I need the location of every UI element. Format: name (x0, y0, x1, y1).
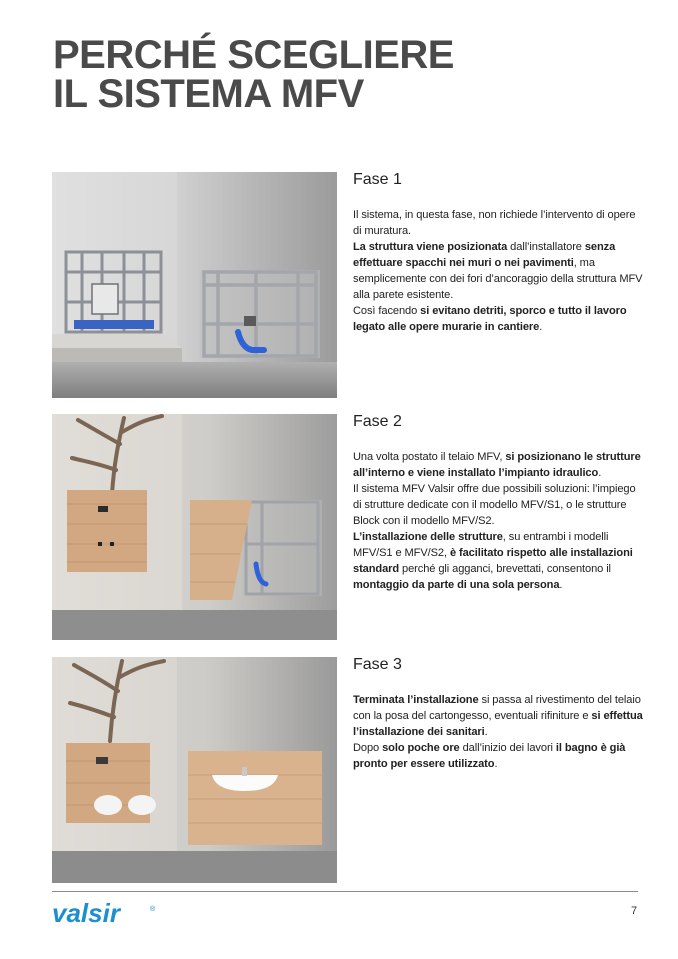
phase-1-text-run: Così facendo (353, 305, 421, 317)
phase-2-text-run: . (598, 467, 602, 479)
phase-1-text-run: La struttura viene posizionata (353, 241, 508, 253)
phase-2-photo (52, 414, 337, 640)
phase-3-text-run: . (494, 758, 498, 770)
valsir-logo (52, 899, 162, 934)
phase-2-text-run: . (559, 579, 563, 591)
phase-2-text-run: , su entrambi i modelli MFV/S1 e MFV/S2, (353, 531, 609, 559)
phase-2-text-run: è facilitato rispetto alle installazioni standard (353, 547, 633, 575)
phase-1-text-run: senza effettuare spacchi nei muri o nei pavimenti (353, 241, 616, 269)
phase-1-section (353, 170, 643, 335)
footer-divider (52, 891, 638, 892)
valsir-logo-text: valsir (52, 899, 120, 928)
valsir-logo-registered-mark: ® (150, 906, 156, 913)
phase-3-text-run: Dopo (353, 742, 383, 754)
phase-3-text-run: si passa al rivestimento del telaio con la posa del cartongesso, eventuali rifiniture e (353, 694, 641, 722)
phase-1-text-run: . (539, 321, 543, 333)
phase-1-heading: Fase 1 (353, 171, 402, 188)
phase-1-text-run: dall’installatore (507, 241, 585, 253)
phase-2-text-run: L’installazione delle strutture (353, 531, 503, 543)
page-title (53, 33, 454, 116)
phase-3-text-run: solo poche ore (382, 742, 460, 754)
phase-2-text-run: si posizionano le strutture all’interno e viene installato l’impianto idraulico (353, 451, 641, 479)
page-title-line-2: IL SISTEMA MFV (53, 72, 364, 116)
phase-1-photo (52, 172, 337, 398)
phase-1-text-run: , ma semplicemente con dei fori d’ancoraggio della struttura MFV alla parete esistente. (353, 257, 643, 301)
phase-2-text-run: perché gli agganci, brevettati, consentono il (399, 563, 611, 575)
phase-1-text (353, 207, 643, 335)
phase-3-photo (52, 657, 337, 883)
phase-3-text-run: Terminata l’installazione (353, 694, 479, 706)
page-number: 7 (631, 905, 638, 917)
phase-3-text-run: dall’inizio dei lavori (459, 742, 556, 754)
phase-3-text-run: si effettua l’installazione dei sanitari (353, 710, 643, 738)
phase-2-heading: Fase 2 (353, 413, 402, 430)
phase-3-text-run: il bagno è già pronto per essere utilizzato (353, 742, 626, 770)
phase-2-section (353, 412, 643, 593)
phase-3-text-run: . (484, 726, 488, 738)
phase-1-text-run: si evitano detriti, sporco e tutto il lavoro legato alle opere murarie in cantiere (353, 305, 627, 333)
phase-3-section (353, 655, 643, 772)
phase-3-text (353, 692, 643, 772)
phase-2-text-run: montaggio da parte di una sola persona (353, 579, 560, 591)
phase-3-heading: Fase 3 (353, 656, 402, 673)
page-title-line-1: PERCHÉ SCEGLIERE (53, 33, 454, 77)
phase-2-text-run: Il sistema MFV Valsir offre due possibili soluzioni: l’impiego di strutture dedicate con il modello MFV/S1, o le strutture Block con il modello MFV/S2. (353, 483, 636, 527)
phase-2-text (353, 449, 643, 593)
phase-2-text-run: Una volta postato il telaio MFV, (353, 451, 506, 463)
phase-1-text-run: Il sistema, in questa fase, non richiede l’intervento di opere di muratura. (353, 209, 636, 237)
